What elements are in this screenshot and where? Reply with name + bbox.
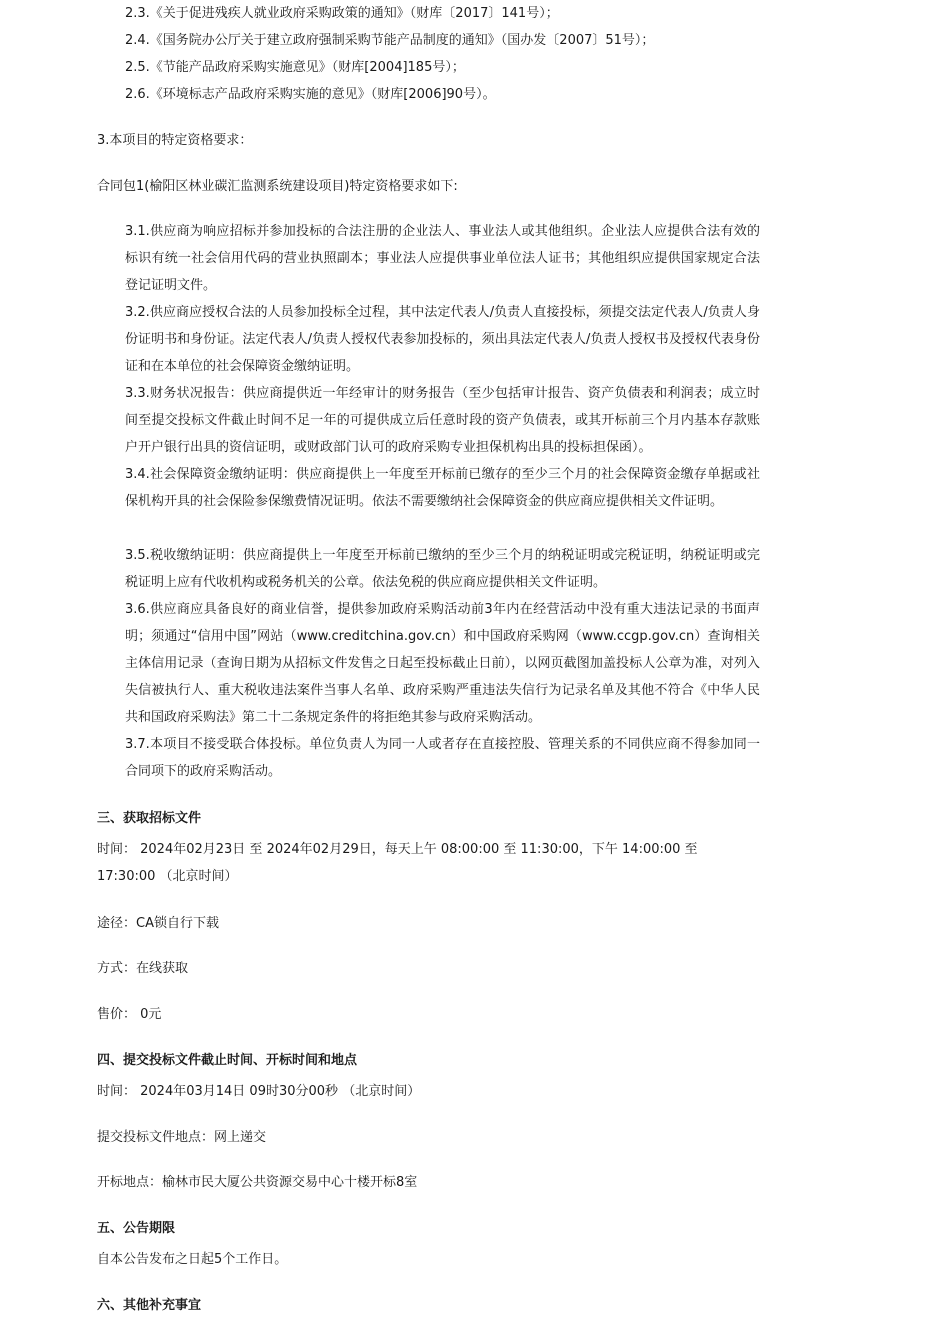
requirement-item: 3.5.税收缴纳证明：供应商提供上一年度至开标前已缴纳的至少三个月的纳税证明或完税证明，纳税证明或完税证明上应有代收机构或税务机关的公章。依法免税的供应商应提供相关文件证明。: [125, 548, 760, 590]
announcement-period-text: 自本公告发布之日起5个工作日。: [97, 1252, 288, 1267]
obtain-method: 方式：在线获取: [97, 961, 189, 976]
law-item: 2.4.《国务院办公厅关于建立政府强制采购节能产品制度的通知》（国办发〔2007〕51号）；: [125, 33, 655, 48]
requirement-item: 3.3.财务状况报告：供应商提供近一年经审计的财务报告（至少包括审计报告、资产负债表和利润表；成立时间至提交投标文件截止时间不足一年的可提供成立后任意时段的资产负债表，或其开标前三个月内基本存款账户开户银行出具的资信证明，或财政部门认可的政府采购专业担保机构出具的投标担保函）。: [125, 386, 760, 455]
requirement-item: 3.6.供应商应具备良好的商业信誉，提供参加政府采购活动前3年内在经营活动中没有重大违法记录的书面声明；须通过“信用中国”网站（www.creditchina.gov.cn）和中国政府采购网（www.ccgp.gov.cn）查询相关主体信用记录（查询日期为从招标文件发售之日起至投标截止日前），以网页截图加盖投标人公章为准，对列入失信被执行人、重大税收违法案件当事人名单、政府采购严重违法失信行为记录名单及其他不符合《中华人民共和国政府采购法》第二十二条规定条件的将拒绝其参与政府采购活动。: [125, 602, 760, 725]
obtain-time: 时间： 2024年02月23日 至 2024年02月29日，每天上午 08:00:00 至 11:30:00，下午 14:00:00 至 17:30:00 （北京时间）: [97, 842, 698, 884]
section-heading-obtain-documents: 三、获取招标文件: [97, 811, 202, 826]
section-heading-deadline: 四、提交投标文件截止时间、开标时间和地点: [97, 1053, 358, 1068]
section-heading-announcement-period: 五、公告期限: [97, 1221, 176, 1236]
requirement-item: 3.1.供应商为响应招标并参加投标的合法注册的企业法人、事业法人或其他组织。企业法人应提供合法有效的标识有统一社会信用代码的营业执照副本；事业法人应提供事业单位法人证书；其他组织应提供国家规定合法登记证明文件。: [125, 224, 760, 293]
deadline-time: 时间： 2024年03月14日 09时30分00秒 （北京时间）: [97, 1084, 421, 1099]
requirement-item: 3.4.社会保障资金缴纳证明：供应商提供上一年度至开标前已缴存的至少三个月的社会保障资金缴存单据或社保机构开具的社会保险参保缴费情况证明。依法不需要缴纳社会保障资金的供应商应提供相关文件证明。: [125, 467, 760, 509]
obtain-price: 售价： 0元: [97, 1007, 162, 1022]
law-item: 2.6.《环境标志产品政府采购实施的意见》（财库[2006]90号）。: [125, 87, 496, 102]
special-requirements-title: 3.本项目的特定资格要求：: [97, 133, 253, 148]
submit-place: 提交投标文件地点：网上递交: [97, 1130, 267, 1145]
requirement-item: 3.7.本项目不接受联合体投标。单位负责人为同一人或者存在直接控股、管理关系的不同供应商不得参加同一合同项下的政府采购活动。: [125, 737, 760, 779]
law-item: 2.3.《关于促进残疾人就业政府采购政策的通知》（财库〔2017〕141号）；: [125, 6, 559, 21]
requirement-item: 3.2.供应商应授权合法的人员参加投标全过程，其中法定代表人/负责人直接投标，须提交法定代表人/负责人身份证明书和身份证。法定代表人/负责人授权代表参加投标的，须出具法定代表人/负责人授权书及授权代表身份证和在本单位的社会保障资金缴纳证明。: [125, 305, 760, 374]
law-item: 2.5.《节能产品政府采购实施意见》（财库[2004]185号）；: [125, 60, 465, 75]
package-requirements-title: 合同包1(榆阳区林业碳汇监测系统建设项目)特定资格要求如下:: [97, 179, 458, 194]
section-heading-other-matters: 六、其他补充事宜: [97, 1298, 202, 1313]
open-place: 开标地点：榆林市民大厦公共资源交易中心十楼开标8室: [97, 1175, 418, 1190]
obtain-route: 途径：CA锁自行下载: [97, 916, 219, 931]
